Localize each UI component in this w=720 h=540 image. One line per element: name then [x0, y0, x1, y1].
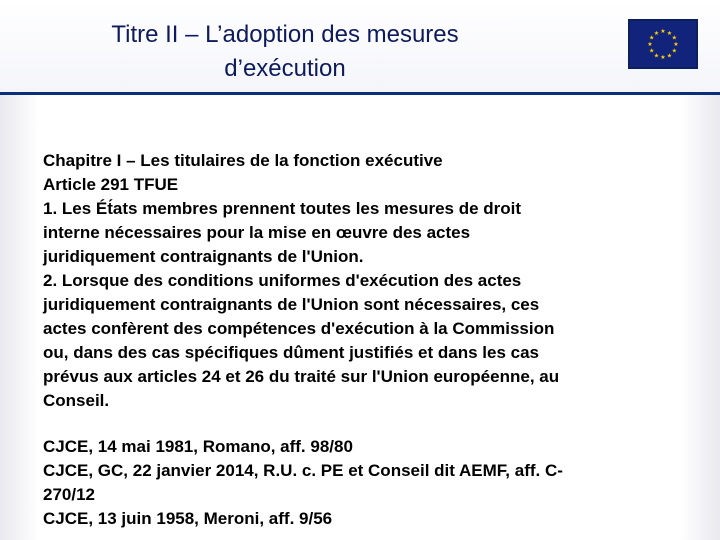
body-line: 2. Lorsque des conditions uniformes d'exécution des actes: [43, 271, 522, 290]
flag-star-icon: ★: [660, 55, 666, 62]
spacer: [43, 413, 683, 435]
body-line: 1. Les Ét́ats membres prennent toutes les mesures de droit: [43, 199, 522, 218]
flag-star-icon: ★: [647, 42, 653, 49]
body-line: interne nécessaires pour la mise en œuvre des actes: [43, 223, 471, 242]
body-line: prévus aux articles 24 et 26 du traité sur l'Union européenne, au: [43, 367, 560, 386]
flag-star-icon: ★: [653, 53, 660, 60]
flag-star-icon: ★: [660, 29, 666, 36]
body-line: actes confèrent des compétences d'exécution à la Commission: [43, 319, 555, 338]
body-line: juridiquement contraignants de l'Union sont nécessaires, ces: [43, 295, 540, 314]
slide-title: [60, 18, 510, 86]
article-heading: Article 291 TFUE: [43, 175, 179, 194]
reference-line: CJCE, GC, 22 janvier 2014, R.U. c. PE et Conseil dit AEMF, aff. C-: [43, 461, 563, 480]
body-line: ou, dans des cas spécifiques dûment justifiés et dans les cas: [43, 343, 540, 362]
reference-line: 270/12: [43, 485, 95, 504]
slide-body: [43, 149, 683, 531]
flag-star-icon: ★: [671, 48, 677, 55]
flag-star-icon: ★: [666, 53, 673, 60]
title-line-2: d’exécution: [224, 55, 346, 82]
flag-star-icon: ★: [666, 30, 673, 37]
flag-star-icon: ★: [671, 35, 677, 42]
body-line: Conseil.: [43, 391, 110, 410]
flag-star-icon: ★: [649, 35, 655, 42]
reference-line: CJCE, 13 juin 1958, Meroni, aff. 9/56: [43, 509, 333, 528]
body-line: juridiquement contraignants de l'Union.: [43, 247, 364, 266]
eu-flag-icon: [628, 19, 698, 69]
flag-star-icon: ★: [673, 42, 679, 49]
flag-star-icon: ★: [649, 48, 655, 55]
flag-star-icon: ★: [653, 30, 660, 37]
title-line-1: Titre II – L’adoption des mesures: [111, 21, 459, 48]
reference-line: CJCE, 14 mai 1981, Romano, aff. 98/80: [43, 437, 353, 456]
chapter-heading: Chapitre I – Les titulaires de la fonction exécutive: [43, 151, 443, 170]
slide-header: [0, 0, 720, 95]
